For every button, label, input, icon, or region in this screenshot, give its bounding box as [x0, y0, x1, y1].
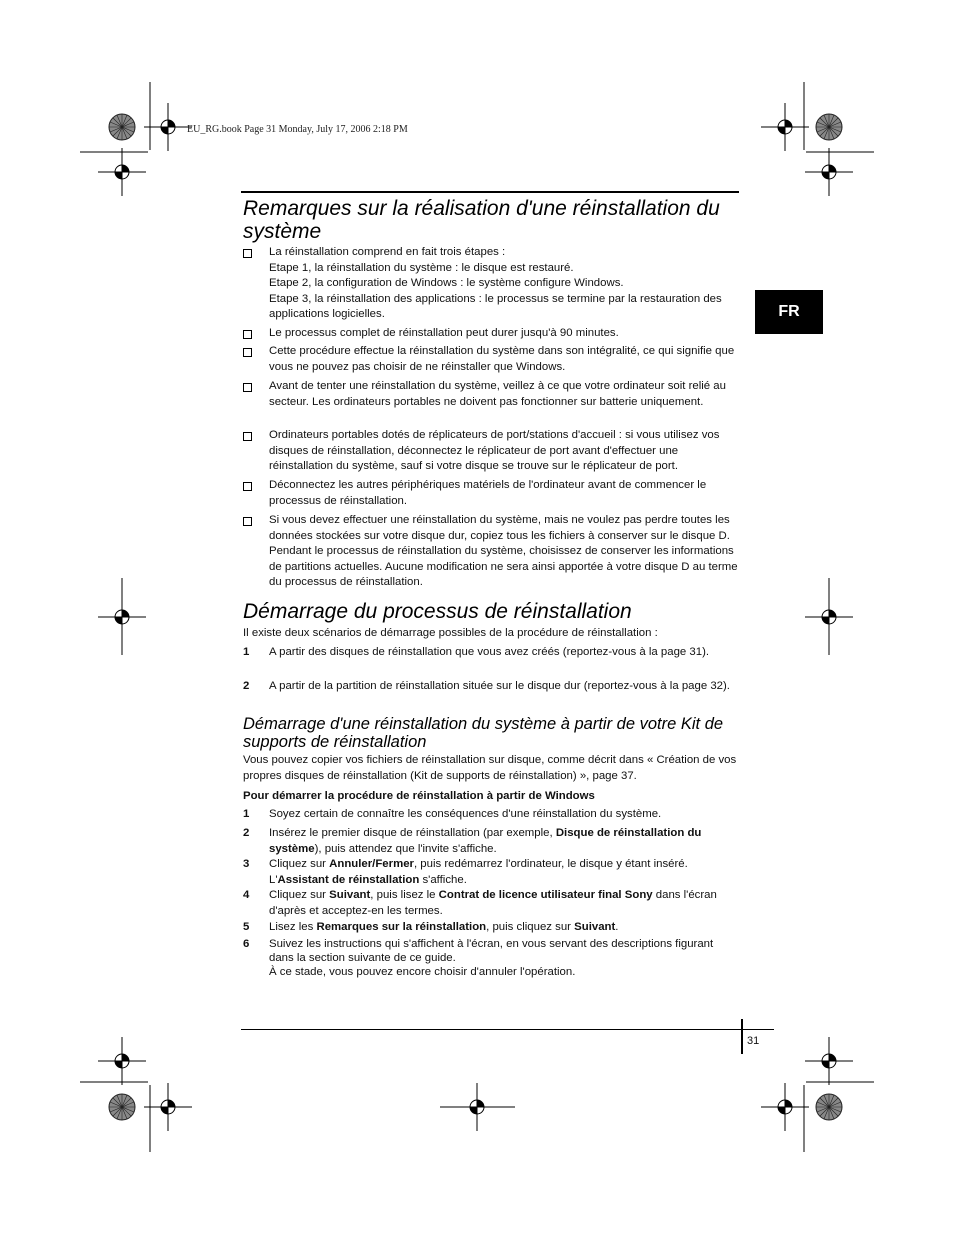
step-item [243, 920, 739, 936]
step-item [243, 888, 739, 919]
list-item [243, 478, 739, 509]
subsection-intro: Vous pouvez copier vos fichiers de réinstallation sur disque, comme décrit dans « Création de vos propres disques de réinstallation (Kit de supports de réinstallation) », page 37. [243, 754, 737, 782]
bullet-text: Etape 1, la réinstallation du système : le disque est restauré. [269, 261, 574, 274]
list-item [243, 513, 739, 591]
section-intro: Il existe deux scénarios de démarrage possibles de la procédure de réinstallation : [243, 627, 658, 639]
item-text: A partir des disques de réinstallation que vous avez créés (reportez-vous à la page 31). [269, 646, 710, 658]
bullet-text: Cette procédure effectue la réinstallation du système dans son intégralité, ce qui signifie que vous ne pouvez pas choisir de ne réinstaller que Windows. [269, 345, 735, 373]
bullet-text: Ordinateurs portables dotés de réplicateurs de port/stations d'accueil : si vous utilisez vos disques de réinstallation, déconnectez le réplicateur de port avant d'effectuer une réinstallation du système, sauf si votre disque se trouve sur le réplicateur de port. [269, 429, 720, 472]
bullet-text: Le processus complet de réinstallation peut durer jusqu'à 90 minutes. [269, 327, 619, 339]
step-number: 4 [243, 889, 250, 901]
title-line-1: Démarrage d'une réinstallation du système à partir de votre Kit de [243, 715, 724, 733]
page-number-bar [741, 1019, 743, 1054]
step-text: Soyez certain de connaître les conséquences d'une réinstallation du système. [269, 808, 662, 820]
checkbox-bullet-icon [243, 245, 252, 264]
bottom-rule [241, 1029, 774, 1030]
step-number: 3 [243, 858, 250, 870]
list-item [243, 679, 739, 695]
item-number: 1 [243, 646, 250, 658]
list-item [243, 344, 739, 375]
list-item [243, 379, 739, 410]
title-line-2: supports de réinstallation [243, 733, 427, 751]
page-number: 31 [747, 1035, 760, 1047]
bullet-text: Avant de tenter une réinstallation du système, veillez à ce que votre ordinateur soit relié au secteur. Les ordinateurs portables ne doivent pas fonctionner sur batterie uniquement. [269, 380, 726, 408]
checkbox-bullet-icon [243, 428, 252, 447]
step-item [243, 807, 739, 823]
checkbox-bullet-icon [243, 379, 252, 398]
item-text: A partir de la partition de réinstallation située sur le disque dur (reportez-vous à la page 32). [269, 680, 730, 692]
step-text: Cliquez sur Suivant, puis lisez le Contrat de licence utilisateur final Sony dans l'écran d'après et acceptez-en les termes. [269, 889, 717, 917]
step-number: 6 [243, 938, 250, 950]
list-item [243, 428, 739, 475]
title-line-2: système [243, 220, 322, 243]
step-number: 5 [243, 921, 250, 933]
step-text: Insérez le premier disque de réinstallation (par exemple, Disque de réinstallation du système), puis attendez que l'invite s'affiche. [269, 827, 702, 855]
subsection-title [243, 715, 743, 751]
bullet-text: Etape 2, la configuration de Windows : le système configure Windows. [269, 277, 624, 289]
section-title-remarks [243, 197, 743, 243]
step-number: 1 [243, 808, 250, 820]
step-text: Suivez les instructions qui s'affichent à l'écran, en vous servant des descriptions figurant dans la section suivante de ce guide. À ce stade, vous pouvez encore choisir d'annuler l'opération. [269, 938, 714, 978]
list-item [243, 326, 739, 342]
step-text: Cliquez sur Annuler/Fermer, puis redémarrez l'ordinateur, le disque y étant inséré. L'Assistant de réinstallation s'affiche. [269, 858, 688, 886]
procedure-title: Pour démarrer la procédure de réinstallation à partir de Windows [243, 790, 595, 802]
bullet-text: Etape 3, la réinstallation des applications : le processus se termine par la restauration des applications logicielles. [269, 292, 722, 320]
step-number: 2 [243, 827, 250, 839]
step-item [243, 826, 739, 857]
step-item [243, 857, 739, 888]
checkbox-bullet-icon [243, 344, 252, 363]
checkbox-bullet-icon [243, 513, 252, 532]
item-number: 2 [243, 680, 250, 692]
section-title-start: Démarrage du processus de réinstallation [243, 600, 632, 623]
checkbox-bullet-icon [243, 326, 252, 345]
title-line-1: Remarques sur la réalisation d'une réinstallation du [243, 197, 720, 220]
checkbox-bullet-icon [243, 478, 252, 497]
top-rule [241, 191, 739, 193]
print-header: EU_RG.book Page 31 Monday, July 17, 2006 2:18 PM [187, 124, 408, 135]
step-text: Lisez les Remarques sur la réinstallation, puis cliquez sur Suivant. [269, 921, 619, 933]
language-tab: FR [755, 290, 823, 334]
bullet-text: La réinstallation comprend en fait trois étapes : [269, 246, 506, 258]
step-item [243, 937, 739, 979]
list-item [243, 645, 739, 661]
bullet-text: Déconnectez les autres périphériques matériels de l'ordinateur avant de commencer le processus de réinstallation. [269, 479, 707, 507]
bullet-text: Si vous devez effectuer une réinstallation du système, mais ne voulez pas perdre toutes les données stockées sur votre disque dur, copiez tous les fichiers à conserver sur le disque D. Pendant le processus de réinstallation du système, choisissez de conserver les informations de partitions actuelles. Aucune modification ne sera ainsi apportée à votre disque D au terme du processus de réinstallation. [269, 514, 738, 588]
list-item [243, 245, 739, 323]
